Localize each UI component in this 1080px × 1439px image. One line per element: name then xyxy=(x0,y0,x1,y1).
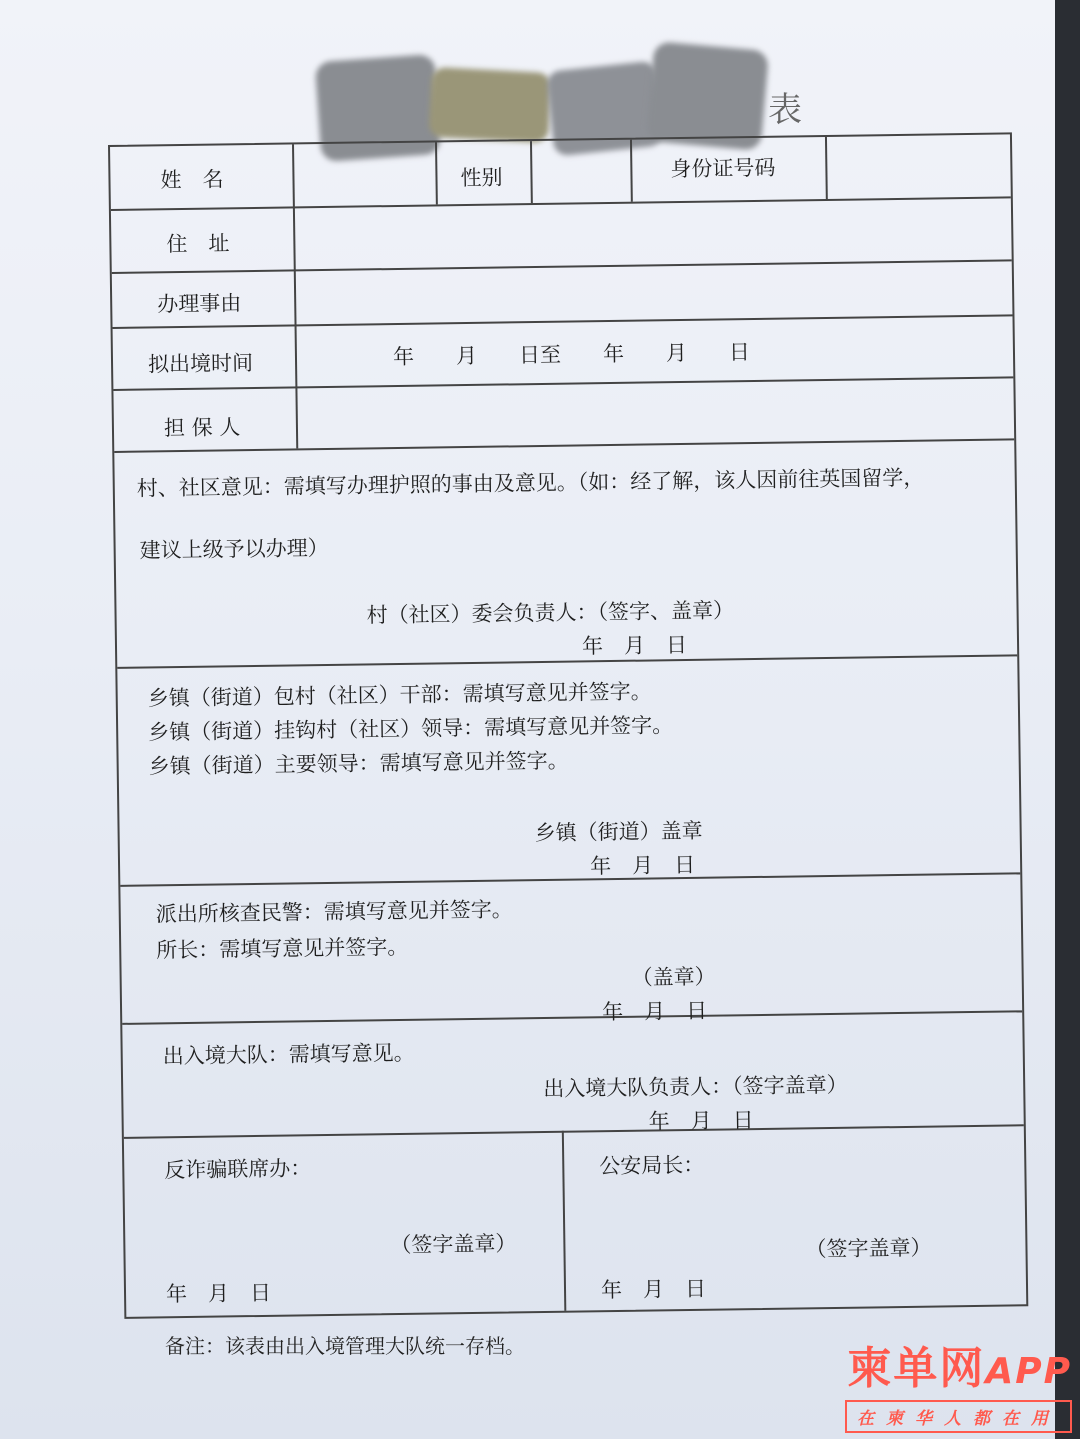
reason-label: 办理事由 xyxy=(157,291,242,317)
immigration-signature-line: 出入境大队负责人：（签字盖章） xyxy=(543,1072,848,1102)
village-signature-line: 村（社区）委会负责人：（签字、盖章） xyxy=(366,598,735,628)
anti-fraud-date: 年 月 日 xyxy=(165,1280,272,1307)
address-label: 住 址 xyxy=(166,231,230,257)
gender-field[interactable] xyxy=(540,156,620,189)
village-date: 年 月 日 xyxy=(581,632,688,659)
township-seal: 乡镇（街道）盖章 xyxy=(534,818,703,846)
gender-label: 性别 xyxy=(460,165,503,191)
watermark-slogan: 在柬华人都在用 xyxy=(845,1400,1072,1433)
reason-field[interactable] xyxy=(307,271,997,317)
name-field[interactable] xyxy=(305,159,425,193)
address-field[interactable] xyxy=(306,213,996,259)
id-number-label: 身份证号码 xyxy=(670,155,776,182)
exit-time-field[interactable]: 年 月 日至 年 月 日 xyxy=(392,340,751,370)
police-chief-signature: （签字盖章） xyxy=(805,1235,932,1262)
immigration-opinion-line: 出入境大队：需填写意见。 xyxy=(162,1040,415,1069)
police-chief-label: 公安局长： xyxy=(599,1152,705,1179)
id-number-field[interactable] xyxy=(835,151,995,185)
watermark xyxy=(845,1332,1072,1433)
police-station-date: 年 月 日 xyxy=(601,998,708,1025)
application-form xyxy=(108,132,1028,1319)
redacted-title-mark xyxy=(646,41,769,151)
township-leader-line: 乡镇（街道）挂钩村（社区）领导：需填写意见并签字。 xyxy=(148,713,674,745)
township-head-line: 乡镇（街道）主要领导：需填写意见并签字。 xyxy=(148,748,569,779)
police-chief-date: 年 月 日 xyxy=(600,1276,707,1303)
guarantor-field[interactable] xyxy=(309,393,999,441)
archive-note: 备注：该表由出入境管理大队统一存档。 xyxy=(165,1334,525,1358)
anti-fraud-signature: （签字盖章） xyxy=(390,1231,517,1258)
village-opinion-example: 建议上级予以办理） xyxy=(139,535,329,563)
watermark-brand: 柬单网 xyxy=(847,1343,986,1394)
form-title-tail: 表 xyxy=(768,90,802,130)
police-officer-line: 派出所核查民警：需填写意见并签字。 xyxy=(155,897,513,927)
anti-fraud-office-label: 反诈骗联席办： xyxy=(164,1156,312,1183)
watermark-logo xyxy=(845,1332,1072,1396)
police-station-seal: （盖章） xyxy=(631,964,716,990)
name-label: 姓 名 xyxy=(160,167,224,193)
township-cadre-line: 乡镇（街道）包村（社区）干部：需填写意见并签字。 xyxy=(147,679,652,711)
redacted-title-mark xyxy=(428,67,551,143)
watermark-app: APP xyxy=(985,1351,1072,1392)
exit-time-label: 拟出境时间 xyxy=(147,350,254,377)
immigration-date: 年 月 日 xyxy=(648,1108,754,1134)
village-opinion-instruction: 村、社区意见：需填写办理护照的事由及意见。（如：经了解，该人因前往英国留学， xyxy=(136,465,925,501)
township-date: 年 月 日 xyxy=(589,852,696,879)
station-chief-line: 所长：需填写意见并签字。 xyxy=(156,934,409,963)
guarantor-label: 担 保 人 xyxy=(163,415,241,441)
